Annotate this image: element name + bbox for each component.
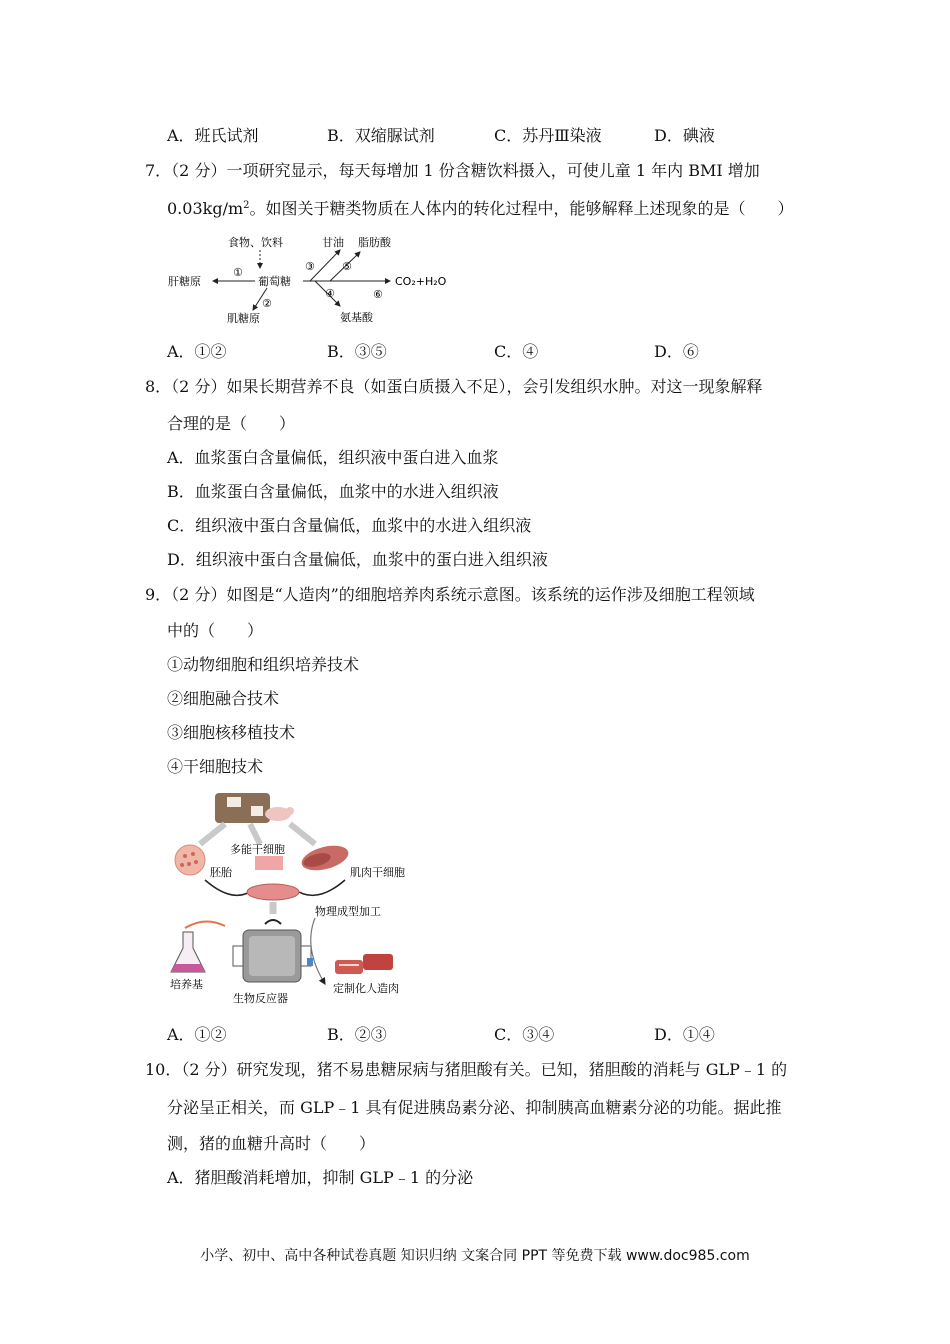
q7-option-d: D．⑥ [654, 342, 699, 361]
muscle-glycogen-label: 肌糖原 [227, 312, 260, 325]
q7-stem-line1: 7．（2 分）一项研究显示，每天每增加 1 份含糖饮料摄入，可使儿童 1 年内 BMI 增加 [145, 161, 760, 180]
step-1-label: ① [233, 266, 243, 279]
step-4-label: ④ [325, 287, 335, 300]
flask-icon [171, 932, 205, 972]
bioreactor-label: 生物反应器 [233, 992, 288, 1005]
sugar-conversion-diagram [165, 230, 465, 328]
q6-option-a: A．班氏试剂 [167, 126, 259, 145]
page-footer: 小学、初中、高中各种试卷真题 知识归纳 文案合同 PPT 等免费下载 www.doc985.com [200, 1248, 750, 1264]
q9-item-3: ③细胞核移植技术 [167, 723, 296, 742]
q9-item-2: ②细胞融合技术 [167, 689, 280, 708]
food-drink-label: 食物、饮料 [228, 236, 283, 249]
muscle-icon [299, 841, 351, 875]
custom-meat-label: 定制化人造肉 [333, 982, 399, 995]
q9-option-b: B．②③ [327, 1025, 387, 1044]
step-2-label: ② [262, 297, 272, 310]
q8-stem-line2: 合理的是（ ） [167, 414, 296, 433]
q6-option-b: B．双缩脲试剂 [327, 126, 435, 145]
q9-option-a: A．①② [167, 1025, 227, 1044]
culture-dish-icon [247, 884, 299, 900]
q9-item-4: ④干细胞技术 [167, 757, 264, 776]
q9-option-d: D．①④ [654, 1025, 715, 1044]
q8-option-a: A．血浆蛋白含量偏低，组织液中蛋白进入血浆 [167, 448, 499, 467]
medium-label: 培养基 [170, 978, 203, 991]
glucose-label: 葡萄糖 [258, 275, 291, 288]
processing-label: 物理成型加工 [315, 905, 381, 918]
cow-icon [215, 793, 270, 823]
q10-stem-line2: 分泌呈正相关，而 GLP﹣1 具有促进胰岛素分泌、抑制胰高血糖素分泌的功能。据此推 [167, 1098, 782, 1117]
q7-option-b: B．③⑤ [327, 342, 387, 361]
amino-acid-label: 氨基酸 [340, 311, 373, 324]
q8-option-c: C．组织液中蛋白含量偏低，血浆中的水进入组织液 [167, 516, 532, 535]
q9-item-1: ①动物细胞和组织培养技术 [167, 655, 360, 674]
q8-option-d: D．组织液中蛋白含量偏低，血浆中的蛋白进入组织液 [167, 550, 548, 569]
embryo-icon [175, 845, 205, 875]
q7-option-c: C．④ [494, 342, 539, 361]
q7-option-a: A．①② [167, 342, 227, 361]
step-5-label: ⑤ [342, 260, 352, 273]
q9-stem-line2: 中的（ ） [167, 621, 264, 640]
q8-option-b: B．血浆蛋白含量偏低，血浆中的水进入组织液 [167, 482, 499, 501]
q8-stem-line1: 8．（2 分）如果长期营养不良（如蛋白质摄入不足），会引发组织水肿。对这一现象解释 [145, 377, 763, 396]
fatty-acid-label: 脂肪酸 [358, 236, 391, 249]
muscle-stem-label: 肌肉干细胞 [350, 866, 405, 879]
q6-option-c: C．苏丹Ⅲ染液 [494, 126, 602, 145]
q9-option-c: C．③④ [494, 1025, 555, 1044]
q7-stem-line2: $0.03kg/m^2$。如图关于糖类物质在人体内的转化过程中，能够解释上述现象的是（ ） [167, 199, 794, 218]
q9-stem-line1: 9．（2 分）如图是“人造肉”的细胞培养肉系统示意图。该系统的运作涉及细胞工程领域 [145, 585, 755, 604]
bioreactor-icon [233, 920, 313, 982]
step-6-label: ⑥ [373, 288, 383, 301]
q10-option-a: A．猪胆酸消耗增加，抑制 GLP﹣1 的分泌 [167, 1168, 474, 1187]
meat-icon [335, 954, 393, 974]
co2-h2o-label: CO₂+H₂O [395, 275, 447, 288]
pig-icon [265, 807, 294, 821]
embryo-label: 胚胎 [210, 866, 232, 879]
q6-option-d: D．碘液 [654, 126, 715, 145]
q10-stem-line1: 10．（2 分）研究发现，猪不易患糖尿病与猪胆酸有关。已知，猪胆酸的消耗与 GLP﹣1 的 [145, 1060, 788, 1079]
cultured-meat-figure [165, 788, 420, 1010]
liver-glycogen-label: 肝糖原 [168, 275, 201, 288]
q10-stem-line3: 测，猪的血糖升高时（ ） [167, 1134, 376, 1153]
pluripotent-label: 多能干细胞 [230, 843, 285, 856]
step-3-label: ③ [305, 260, 315, 273]
glycerol-label: 甘油 [322, 236, 344, 249]
